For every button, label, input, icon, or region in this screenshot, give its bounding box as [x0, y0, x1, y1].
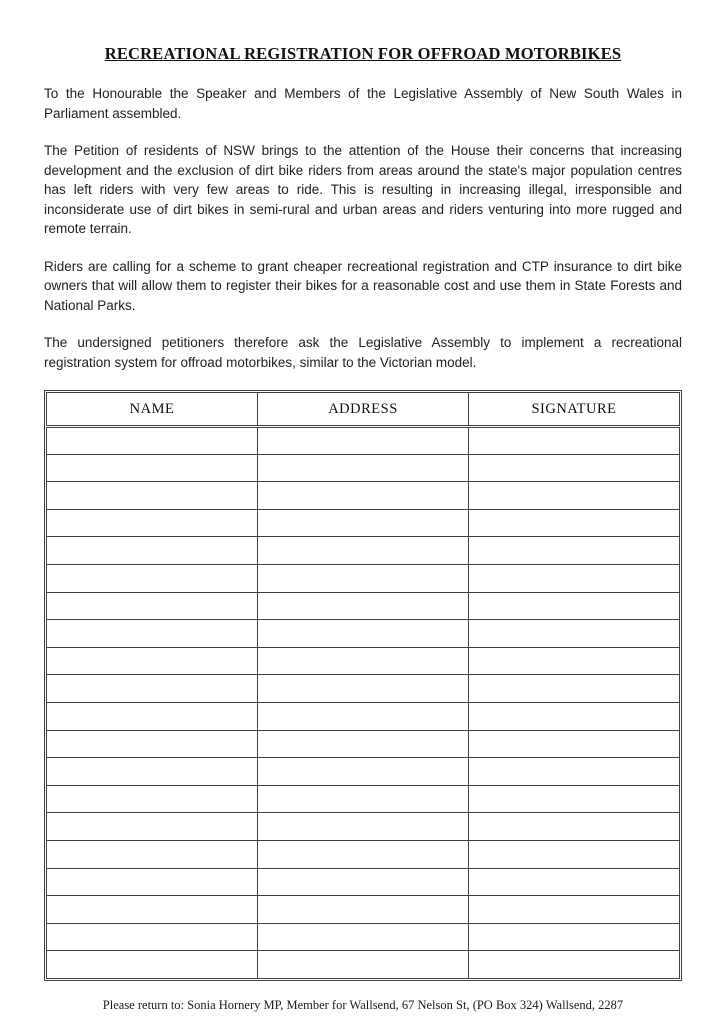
empty-cell — [469, 454, 680, 482]
empty-cell — [469, 702, 680, 730]
empty-cell — [258, 813, 469, 841]
empty-cell — [469, 758, 680, 786]
table-row — [47, 620, 680, 648]
empty-cell — [469, 620, 680, 648]
empty-cell — [47, 675, 258, 703]
empty-cell — [469, 730, 680, 758]
empty-cell — [469, 785, 680, 813]
column-header-signature: SIGNATURE — [469, 393, 680, 427]
table-row — [47, 813, 680, 841]
empty-cell — [258, 592, 469, 620]
empty-cell — [258, 564, 469, 592]
empty-cell — [47, 785, 258, 813]
table-row — [47, 454, 680, 482]
table-row — [47, 647, 680, 675]
empty-cell — [47, 923, 258, 951]
empty-cell — [47, 427, 258, 455]
empty-cell — [469, 564, 680, 592]
signature-table-header — [47, 393, 680, 427]
empty-cell — [469, 482, 680, 510]
table-row — [47, 592, 680, 620]
page-title: RECREATIONAL REGISTRATION FOR OFFROAD MOTORBIKES — [104, 44, 622, 63]
paragraph-concerns: The Petition of residents of NSW brings to the attention of the House their concerns that increasing development and the exclusion of dirt bike riders from areas around the state's major population centres has left riders with very few areas to ride. This is resulting in increasing illegal, irresponsible and inconsiderate use of dirt bikes in semi-rural and urban areas and riders venturing into more rugged and remote terrain. — [44, 143, 682, 236]
empty-cell — [47, 537, 258, 565]
paragraph-salutation: To the Honourable the Speaker and Members of the Legislative Assembly of New South Wales in Parliament assembled. — [44, 86, 682, 121]
empty-cell — [258, 427, 469, 455]
table-row — [47, 482, 680, 510]
empty-cell — [47, 564, 258, 592]
header-row — [47, 393, 680, 427]
empty-cell — [47, 592, 258, 620]
empty-cell — [47, 647, 258, 675]
empty-cell — [258, 785, 469, 813]
empty-cell — [258, 923, 469, 951]
empty-cell — [469, 537, 680, 565]
empty-cell — [258, 482, 469, 510]
table-row — [47, 951, 680, 979]
empty-cell — [47, 702, 258, 730]
empty-cell — [469, 427, 680, 455]
empty-cell — [469, 951, 680, 979]
empty-cell — [258, 647, 469, 675]
empty-cell — [47, 509, 258, 537]
paragraph-request: Riders are calling for a scheme to grant cheaper recreational registration and CTP insurance to dirt bike owners that will allow them to register their bikes for a reasonable cost and use them in State Forests and National Parks. — [44, 258, 682, 313]
empty-cell — [469, 647, 680, 675]
table-row — [47, 923, 680, 951]
empty-cell — [258, 730, 469, 758]
empty-cell — [258, 758, 469, 786]
table-row — [47, 702, 680, 730]
empty-cell — [469, 592, 680, 620]
empty-cell — [47, 951, 258, 979]
table-row — [47, 564, 680, 592]
empty-cell — [258, 675, 469, 703]
empty-cell — [469, 896, 680, 924]
empty-cell — [47, 482, 258, 510]
table-row — [47, 758, 680, 786]
signature-table-body — [47, 427, 680, 979]
empty-cell — [469, 868, 680, 896]
signature-table — [46, 392, 680, 979]
table-row — [47, 840, 680, 868]
empty-cell — [258, 868, 469, 896]
paragraph-ask: The undersigned petitioners therefore ask the Legislative Assembly to implement a recreational registration system for offroad motorbikes, similar to the Victorian model. — [44, 335, 682, 370]
empty-cell — [47, 730, 258, 758]
empty-cell — [258, 454, 469, 482]
column-header-name: NAME — [47, 393, 258, 427]
empty-cell — [47, 758, 258, 786]
petition-body — [44, 84, 682, 372]
empty-cell — [47, 620, 258, 648]
empty-cell — [469, 509, 680, 537]
empty-cell — [47, 813, 258, 841]
table-row — [47, 785, 680, 813]
table-row — [47, 730, 680, 758]
table-row — [47, 427, 680, 455]
empty-cell — [258, 840, 469, 868]
table-row — [47, 896, 680, 924]
table-row — [47, 537, 680, 565]
empty-cell — [469, 840, 680, 868]
table-row — [47, 509, 680, 537]
empty-cell — [469, 923, 680, 951]
empty-cell — [258, 702, 469, 730]
empty-cell — [258, 620, 469, 648]
empty-cell — [258, 537, 469, 565]
empty-cell — [47, 840, 258, 868]
table-row — [47, 868, 680, 896]
empty-cell — [469, 813, 680, 841]
empty-cell — [47, 454, 258, 482]
table-row — [47, 675, 680, 703]
empty-cell — [47, 896, 258, 924]
return-address-note: Please return to: Sonia Hornery MP, Member for Wallsend, 67 Nelson St, (PO Box 324) Wallsend, 2287 — [102, 997, 624, 1012]
empty-cell — [258, 896, 469, 924]
empty-cell — [258, 951, 469, 979]
column-header-address: ADDRESS — [258, 393, 469, 427]
empty-cell — [469, 675, 680, 703]
signature-table-border — [44, 390, 682, 981]
empty-cell — [258, 509, 469, 537]
empty-cell — [47, 868, 258, 896]
